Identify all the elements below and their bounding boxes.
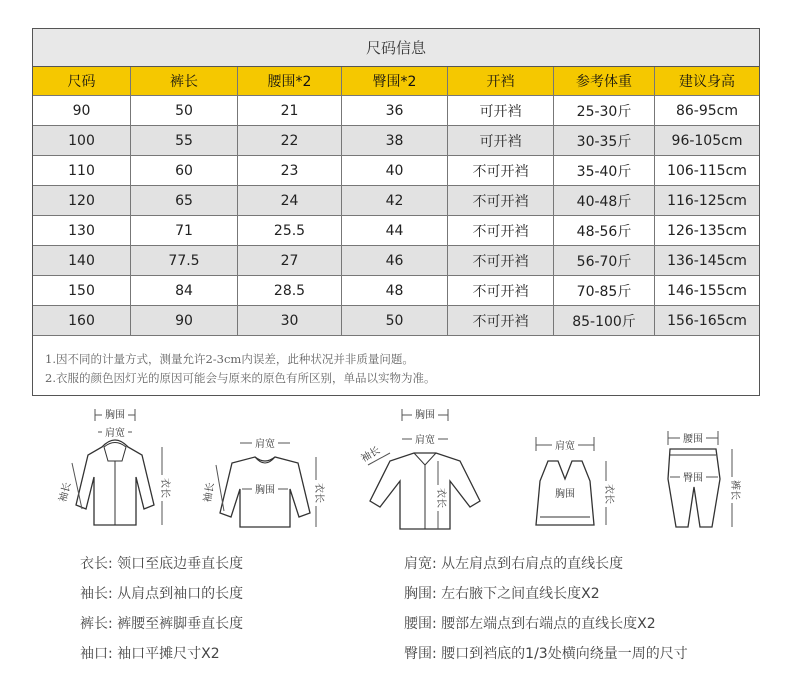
notes: [33, 336, 759, 388]
definition-term: 肩宽:: [404, 556, 437, 572]
table-cell: 65: [131, 186, 238, 216]
definition-item: [80, 613, 404, 633]
table-cell: 不可开裆: [448, 246, 554, 276]
table-cell: 100: [33, 126, 131, 156]
table-cell: 不可开裆: [448, 216, 554, 246]
column-header: 开裆: [448, 67, 554, 96]
definition-term: 衣长:: [80, 556, 113, 572]
table-cell: 84: [131, 276, 238, 306]
table-cell: 50: [342, 306, 448, 336]
pants-icon: [640, 405, 750, 535]
table-cell: 146-155cm: [655, 276, 759, 306]
table-cell: 48: [342, 276, 448, 306]
definition-item: [404, 613, 744, 633]
pants-hip-label: 臀围: [683, 473, 703, 484]
table-cell: 44: [342, 216, 448, 246]
table-cell: 不可开裆: [448, 156, 554, 186]
shirt-sleeve-label: 袖长: [359, 445, 383, 465]
definition-desc: 从左肩点到右肩点的直线长度: [441, 556, 624, 572]
vest-shoulder-label: 肩宽: [555, 441, 575, 452]
definition-item: [404, 583, 744, 603]
size-chart: [32, 28, 760, 396]
table-cell: 可开裆: [448, 96, 554, 126]
definition-row: [80, 578, 760, 608]
table-row: [33, 156, 759, 186]
table-cell: 30: [238, 306, 342, 336]
table-cell: 不可开裆: [448, 276, 554, 306]
definition-row: [80, 638, 760, 668]
jacket-figure: [50, 405, 180, 539]
table-row: [33, 96, 759, 126]
sweater-icon: [200, 405, 330, 535]
table-cell: 48-56斤: [554, 216, 655, 246]
size-chart-title: 尺码信息: [33, 29, 759, 67]
table-cell: 35-40斤: [554, 156, 655, 186]
column-header: 参考体重: [554, 67, 655, 96]
table-cell: 140: [33, 246, 131, 276]
table-cell: 25.5: [238, 216, 342, 246]
table-cell: 85-100斤: [554, 306, 655, 336]
table-cell: 110: [33, 156, 131, 186]
note-line: 1.因不同的计量方式，测量允许2-3cm内误差，此种状况并非质量问题。: [45, 352, 414, 366]
definition-desc: 裤腰至裤脚垂直长度: [117, 616, 244, 632]
table-cell: 24: [238, 186, 342, 216]
table-cell: 22: [238, 126, 342, 156]
definition-term: 腰围:: [404, 616, 437, 632]
table-cell: 156-165cm: [655, 306, 759, 336]
table-cell: 40: [342, 156, 448, 186]
definition-term: 袖长:: [80, 586, 113, 602]
table-row: [33, 276, 759, 306]
definition-desc: 左右腋下之间直线长度X2: [441, 586, 600, 602]
table-cell: 136-145cm: [655, 246, 759, 276]
table-row: [33, 216, 759, 246]
table-cell: 96-105cm: [655, 126, 759, 156]
table-cell: 不可开裆: [448, 186, 554, 216]
table-cell: 120: [33, 186, 131, 216]
shirt-chest-label: 胸围: [415, 410, 435, 421]
table-cell: 50: [131, 96, 238, 126]
garment-figures: [40, 405, 760, 535]
table-cell: 46: [342, 246, 448, 276]
table-cell: 77.5: [131, 246, 238, 276]
table-cell: 28.5: [238, 276, 342, 306]
definition-term: 袖口:: [80, 646, 113, 662]
vest-chest-label: 胸围: [555, 489, 575, 500]
pants-length-label: 裤长: [729, 480, 740, 500]
table-cell: 36: [342, 96, 448, 126]
definition-term: 胸围:: [404, 586, 437, 602]
column-header: 建议身高: [655, 67, 759, 96]
table-cell: 30-35斤: [554, 126, 655, 156]
shirt-length-label: 衣长: [435, 488, 446, 508]
table-cell: 160: [33, 306, 131, 336]
definition-term: 裤长:: [80, 616, 113, 632]
table-body: [33, 96, 759, 336]
column-header: 裤长: [131, 67, 238, 96]
table-cell: 150: [33, 276, 131, 306]
table-cell: 71: [131, 216, 238, 246]
sweater-length-label: 衣长: [313, 483, 324, 503]
pants-waist-label: 腰围: [683, 434, 703, 445]
definition-desc: 领口至底边垂直长度: [117, 556, 244, 572]
shirt-figure: [350, 405, 500, 539]
table-cell: 25-30斤: [554, 96, 655, 126]
sweater-shoulder-label: 肩宽: [255, 439, 275, 450]
table-cell: 38: [342, 126, 448, 156]
note-line: 2.衣服的颜色因灯光的原因可能会与原来的原色有所区别，单品以实物为准。: [45, 371, 436, 385]
measurement-definitions: [80, 548, 760, 668]
jacket-sleeve-label: 袖长: [57, 481, 74, 504]
table-cell: 40-48斤: [554, 186, 655, 216]
definition-item: [80, 583, 404, 603]
jacket-chest-label: 胸围: [105, 410, 125, 421]
definition-item: [80, 643, 404, 663]
pants-figure: [640, 405, 750, 539]
table-cell: 90: [131, 306, 238, 336]
definition-row: [80, 608, 760, 638]
table-cell: 130: [33, 216, 131, 246]
table-cell: 56-70斤: [554, 246, 655, 276]
table-cell: 60: [131, 156, 238, 186]
vest-figure: [510, 405, 620, 539]
vest-icon: [510, 405, 620, 535]
sweater-sleeve-label: 袖长: [202, 481, 217, 504]
table-row: [33, 306, 759, 336]
table-cell: 21: [238, 96, 342, 126]
column-header: 腰围*2: [238, 67, 342, 96]
table-cell: 86-95cm: [655, 96, 759, 126]
table-cell: 23: [238, 156, 342, 186]
shirt-icon: [350, 405, 500, 535]
table-cell: 不可开裆: [448, 306, 554, 336]
definition-term: 臀围:: [404, 646, 437, 662]
table-row: [33, 246, 759, 276]
table-cell: 55: [131, 126, 238, 156]
definition-desc: 腰部左端点到右端点的直线长度X2: [441, 616, 656, 632]
table-cell: 90: [33, 96, 131, 126]
table-cell: 27: [238, 246, 342, 276]
column-header: 臀围*2: [342, 67, 448, 96]
table-header-row: [33, 67, 759, 96]
definition-desc: 腰口到裆底的1/3处横向绕量一周的尺寸: [441, 646, 688, 662]
vest-length-label: 衣长: [603, 484, 614, 504]
table-cell: 70-85斤: [554, 276, 655, 306]
table-cell: 116-125cm: [655, 186, 759, 216]
table-row: [33, 126, 759, 156]
table-cell: 106-115cm: [655, 156, 759, 186]
definition-row: [80, 548, 760, 578]
sweater-figure: [200, 405, 330, 539]
definition-desc: 从肩点到袖口的长度: [117, 586, 244, 602]
definition-desc: 袖口平摊尺寸X2: [117, 646, 220, 662]
size-table: [33, 67, 759, 336]
shirt-shoulder-label: 肩宽: [415, 435, 435, 446]
table-cell: 126-135cm: [655, 216, 759, 246]
definition-item: [80, 553, 404, 573]
table-cell: 可开裆: [448, 126, 554, 156]
sweater-chest-label: 胸围: [255, 485, 275, 496]
jacket-icon: [50, 405, 180, 535]
jacket-length-label: 衣长: [159, 478, 170, 498]
column-header: 尺码: [33, 67, 131, 96]
definition-item: [404, 643, 744, 663]
table-row: [33, 186, 759, 216]
definition-item: [404, 553, 744, 573]
jacket-shoulder-label: 肩宽: [105, 428, 125, 439]
table-cell: 42: [342, 186, 448, 216]
